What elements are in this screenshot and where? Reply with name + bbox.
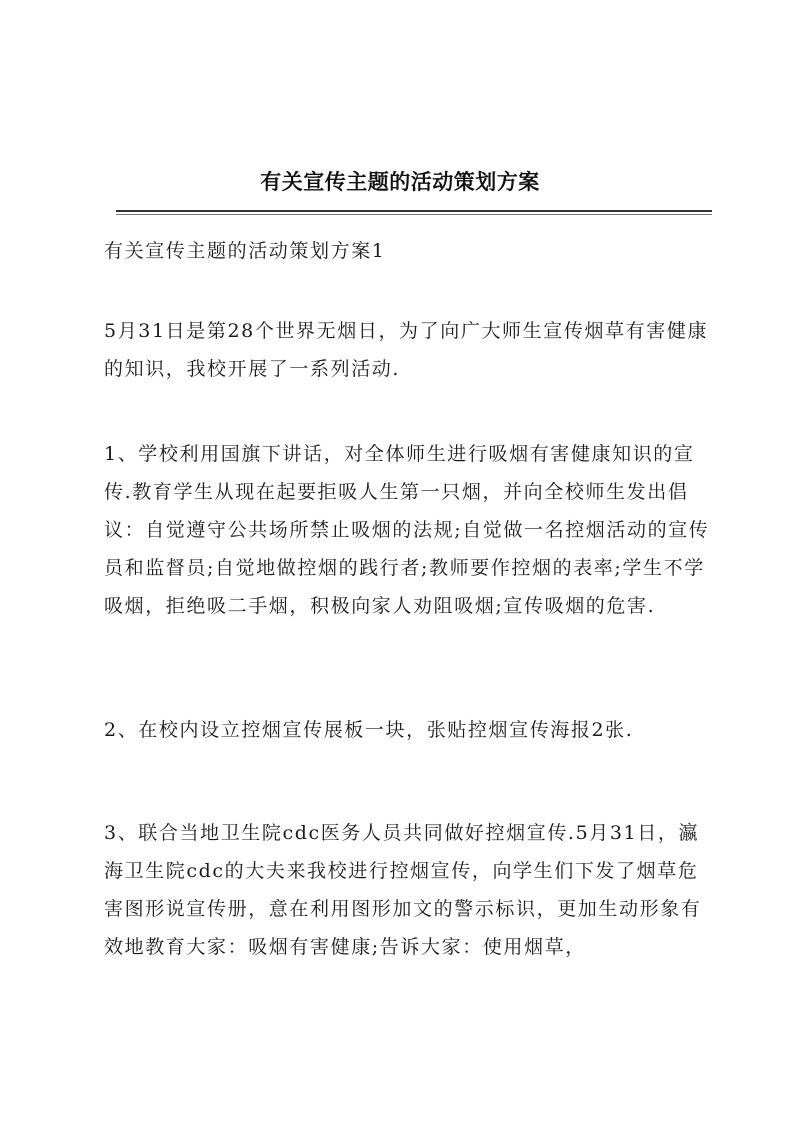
- paragraph-item-1: 1、学校利用国旗下讲话，对全体师生进行吸烟有害健康知识的宣传.教育学生从现在起要拒吸人生第一只烟，并向全校师生发出倡议：自觉遵守公共场所禁止吸烟的法规;自觉做一名控烟活动的宣传员和监督员;自觉地做控烟的践行者;教师要作控烟的表率;学生不学吸烟，拒绝吸二手烟，积极向家人劝阻吸烟;宣传吸烟的危害.: [104, 443, 710, 617]
- paragraph-item-3: 3、联合当地卫生院cdc医务人员共同做好控烟宣传.5月31日，瀛海卫生院cdc的大夫来我校进行控烟宣传，向学生们下发了烟草危害图形说宣传册，意在利用图形加文的警示标识，更加生动形象有效地教育大家：吸烟有害健康;告诉大家：使用烟草，: [104, 822, 702, 958]
- document-title: 有关宣传主题的活动策划方案: [260, 169, 540, 194]
- paragraph-item-2: 2、在校内设立控烟宣传展板一块，张贴控烟宣传海报2张.: [104, 719, 634, 741]
- section-heading: 有关宣传主题的活动策划方案1: [104, 240, 386, 262]
- title-divider: [116, 210, 712, 212]
- title-divider-thin: [116, 214, 712, 215]
- paragraph-intro: 5月31日是第28个世界无烟日，为了向广大师生宣传烟草有害健康的知识，我校开展了一系列活动.: [104, 320, 709, 380]
